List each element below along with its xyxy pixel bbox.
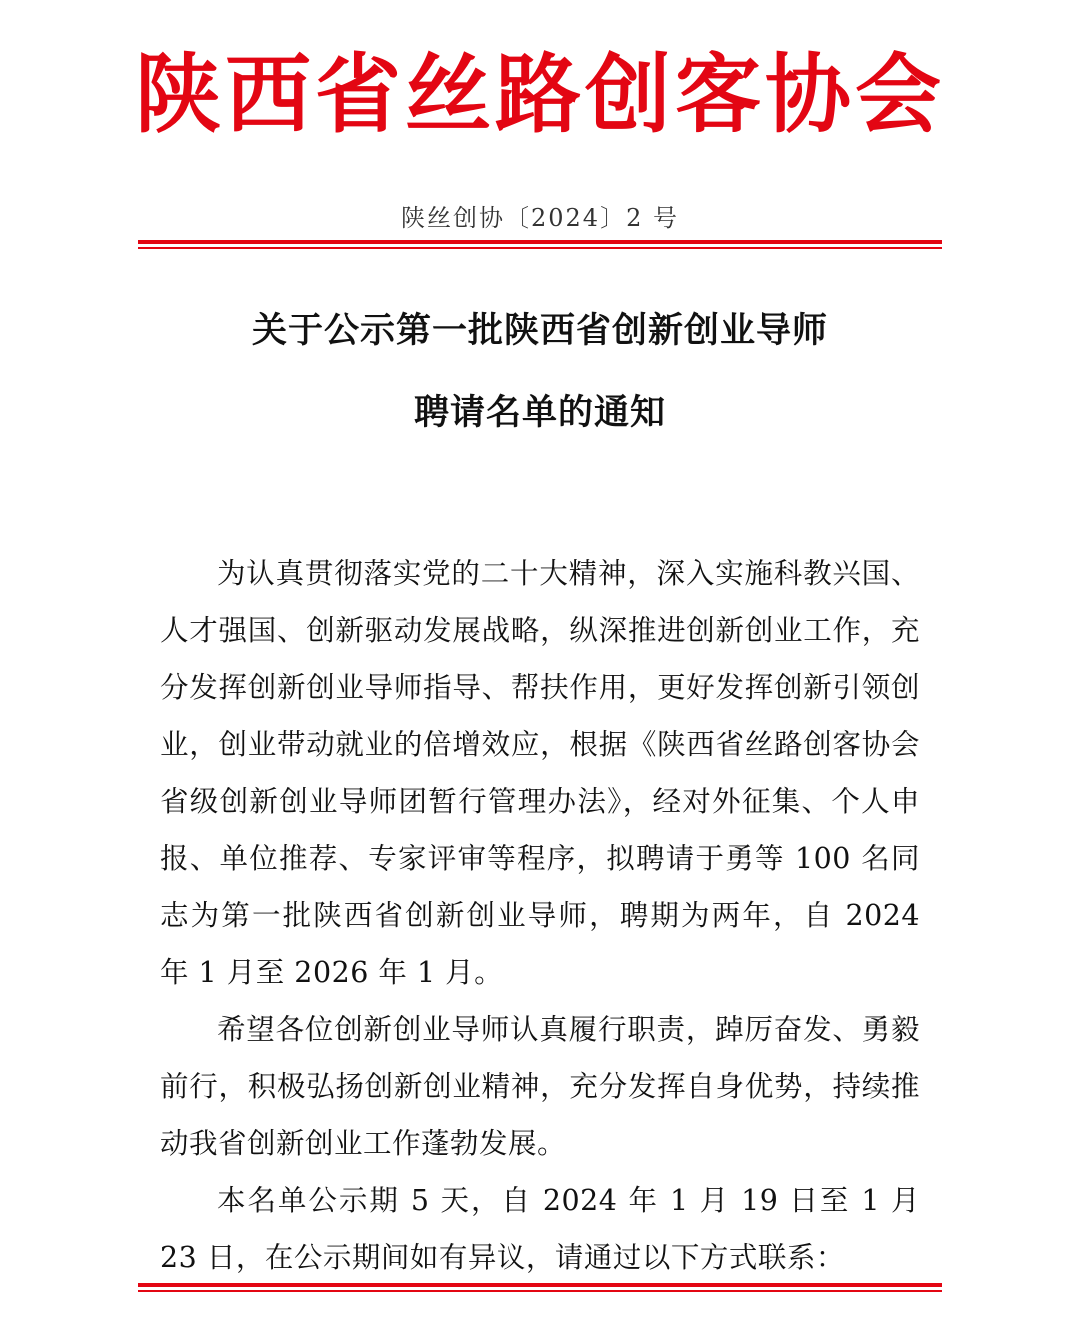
page-bottom-divider [138,1283,942,1292]
document-title-line-2: 聘请名单的通知 [413,393,666,433]
letterhead-divider [138,240,942,249]
document-title-line-1: 关于公示第一批陕西省创新创业导师 [251,311,828,351]
document-number: 陕丝创协〔2024〕2 号 [401,204,679,232]
divider-thin-line [138,247,942,249]
body-paragraph-3: 本名单公示期 5 天，自 2024 年 1 月 19 日至 1 月 23 日，在公示期间如有异议，请通过以下方式联系： [160,1184,920,1274]
body-paragraph-2: 希望各位创新创业导师认真履行职责，踔厉奋发、勇毅前行，积极弘扬创新创业精神，充分发挥自身优势，持续推动我省创新创业工作蓬勃发展。 [160,1013,920,1160]
letterhead-org-name: 陕西省丝路创客协会 [135,45,945,145]
document-body [160,545,920,1286]
divider-thin-line [138,1290,942,1292]
divider-thick-line [138,240,942,244]
divider-thick-line [138,1283,942,1287]
body-paragraph-1: 为认真贯彻落实党的二十大精神，深入实施科教兴国、人才强国、创新驱动发展战略，纵深推进创新创业工作，充分发挥创新创业导师指导、帮扶作用，更好发挥创新引领创业，创业带动就业的倍增效应，根据《陕西省丝路创客协会省级创新创业导师团暂行管理办法》，经对外征集、个人申报、单位推荐、专家评审等程序，拟聘请于勇等 100 名同志为第一批陕西省创新创业导师，聘期为两年，自 2024 年 1 月至 2026 年 1 月。 [160,557,920,989]
